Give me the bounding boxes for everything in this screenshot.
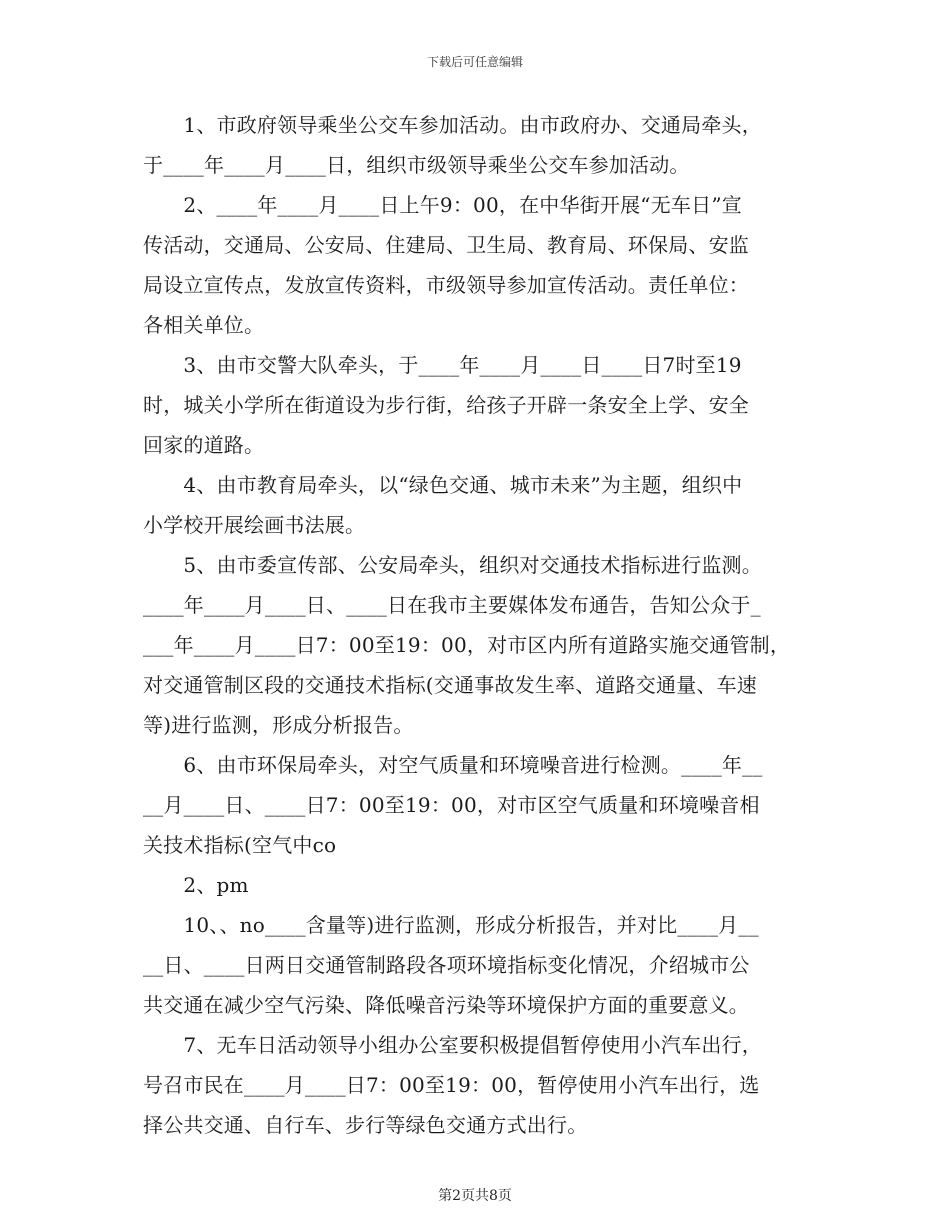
body-line: 于____年____月____日，组织市级领导乘坐公交车参加活动。 — [143, 153, 690, 177]
body-line: __月____日、____日7：00至19：00，对市区空气质量和环境噪音相 — [143, 793, 760, 817]
body-line: 择公共交通、自行车、步行等绿色交通方式出行。 — [143, 1113, 588, 1137]
body-line: 传活动，交通局、公安局、住建局、卫生局、教育局、环保局、安监 — [143, 233, 749, 257]
body-line: 局设立宣传点，发放宣传资料，市级领导参加宣传活动。责任单位： — [143, 273, 749, 297]
body-line: 时，城关小学所在街道设为步行街，给孩子开辟一条安全上学、安全 — [143, 393, 749, 417]
body-line: 号召市民在____月____日7：00至19：00，暂停使用小汽车出行，选 — [143, 1073, 760, 1097]
body-line: 关技术指标(空气中co — [143, 833, 337, 857]
page-footer: 第2页共8页 — [438, 1188, 512, 1204]
body-line: 2、pm — [143, 873, 249, 897]
body-line: ____年____月____日、____日在我市主要媒体发布通告，告知公众于_ — [143, 593, 761, 617]
body-line: 3、由市交警大队牵头，于____年____月____日____日7时至19 — [143, 353, 742, 377]
body-line: 等)进行监测，形成分析报告。 — [143, 713, 414, 737]
body-line: 1、市政府领导乘坐公交车参加活动。由市政府办、交通局牵头， — [143, 113, 762, 137]
body-line: 4、由市教育局牵头，以“绿色交通、城市未来”为主题，组织中 — [143, 473, 743, 497]
body-line: 7、无车日活动领导小组办公室要积极提倡暂停使用小汽车出行， — [143, 1033, 762, 1057]
page-header: 下载后可任意编辑 — [426, 55, 523, 69]
body-line: 小学校开展绘画书法展。 — [143, 513, 366, 537]
body-line: 2、____年____月____日上午9：00，在中华街开展“无车日”宣 — [143, 193, 742, 217]
body-line: ___年____月____日7：00至19：00，对市区内所有道路实施交通管制， — [143, 633, 791, 657]
body-line: 对交通管制区段的交通技术指标(交通事故发生率、道路交通量、车速 — [143, 673, 758, 697]
body-line: __日、____日两日交通管制路段各项环境指标变化情况，介绍城市公 — [143, 953, 750, 977]
body-line: 各相关单位。 — [143, 313, 265, 337]
body-line: 10、、no____含量等)进行监测，形成分析报告，并对比____月__ — [143, 913, 759, 937]
body-line: 5、由市委宣传部、公安局牵头，组织对交通技术指标进行监测。 — [143, 553, 762, 577]
body-line: 回家的道路。 — [143, 433, 265, 457]
body-line: 共交通在减少空气污染、降低噪音污染等环境保护方面的重要意义。 — [143, 993, 749, 1017]
body-line: 6、由市环保局牵头，对空气质量和环境噪音进行检测。____年__ — [143, 753, 763, 777]
